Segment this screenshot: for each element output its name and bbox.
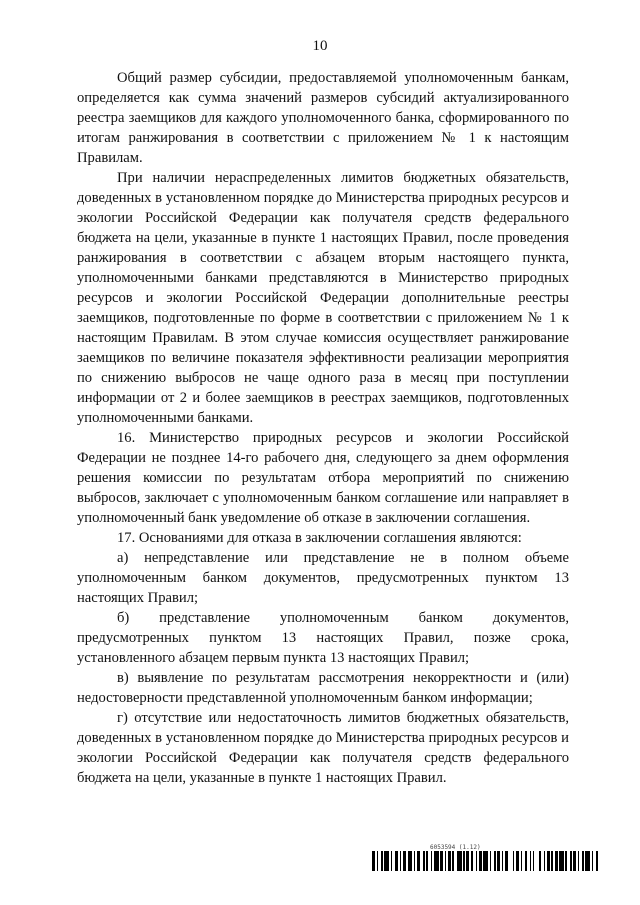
paragraph-clause-17-b: б) представление уполномоченным банком документов, предусмотренных пунктом 13 настоящих Правил, позже срока, установленного абзацем первым пункта 13 настоящих Правил; xyxy=(77,610,569,666)
paragraph-clause-17-v: в) выявление по результатам рассмотрения некорректности и (или) недостоверности представленной уполномоченным банком информации; xyxy=(77,670,569,706)
paragraph-clause-17-g: г) отсутствие или недостаточность лимитов бюджетных обязательств, доведенных в установленном порядке до Министерства природных ресурсов и экологии Российской Федерации как получателя средств федерального бюджета на цели, указанные в пункте 1 настоящих Правил. xyxy=(77,710,569,786)
paragraph-clause-16: 16. Министерство природных ресурсов и экологии Российской Федерации не позднее 14-го рабочего дня, следующего за днем оформления решения комиссии по результатам отбора мероприятий по снижению выбросов, заключает с уполномоченным банком соглашение или направляет в уполномоченный банк уведомление об отказе в заключении соглашения. xyxy=(77,430,569,526)
paragraph-subsidy-total: Общий размер субсидии, предоставляемой уполномоченным банкам, определяется как сумма значений размеров субсидий актуализированного реестра заемщиков для каждого уполномоченного банка, сформированного по итогам ранжирования в соответствии с приложением № 1 к настоящим Правилам. xyxy=(77,70,569,166)
document-body xyxy=(77,68,569,788)
paragraph-clause-17: 17. Основаниями для отказа в заключении соглашения являются: xyxy=(117,530,522,546)
paragraph-clause-17-a: а) непредставление или представление не в полном объеме уполномоченным банком документов, предусмотренных пунктом 13 настоящих Правил; xyxy=(77,550,569,606)
paragraph-unallocated-limits: При наличии нераспределенных лимитов бюджетных обязательств, доведенных в установленном порядке до Министерства природных ресурсов и экологии Российской Федерации как получателя средств федерального бюджета на цели, указанные в пункте 1 настоящих Правил, после проведения ранжирования в соответствии с абзацем вторым настоящего пункта, уполномоченными банками представляются в Министерство природных ресурсов и экологии Российской Федерации дополнительные реестры заемщиков, подготовленные по форме в соответствии с приложением № 1 к настоящим Правилам. В этом случае комиссия осуществляет ранжирование заемщиков по величине показателя эффективности реализации мероприятия по снижению выбросов не чаще одного раза в месяц при поступлении информации от 2 и более заемщиков в реестрах заемщиков, подготовленных уполномоченными банками. xyxy=(77,170,569,426)
page-number: 10 xyxy=(312,38,328,54)
document-code: 6053594 (1.12) xyxy=(430,844,481,851)
barcode xyxy=(372,851,600,871)
